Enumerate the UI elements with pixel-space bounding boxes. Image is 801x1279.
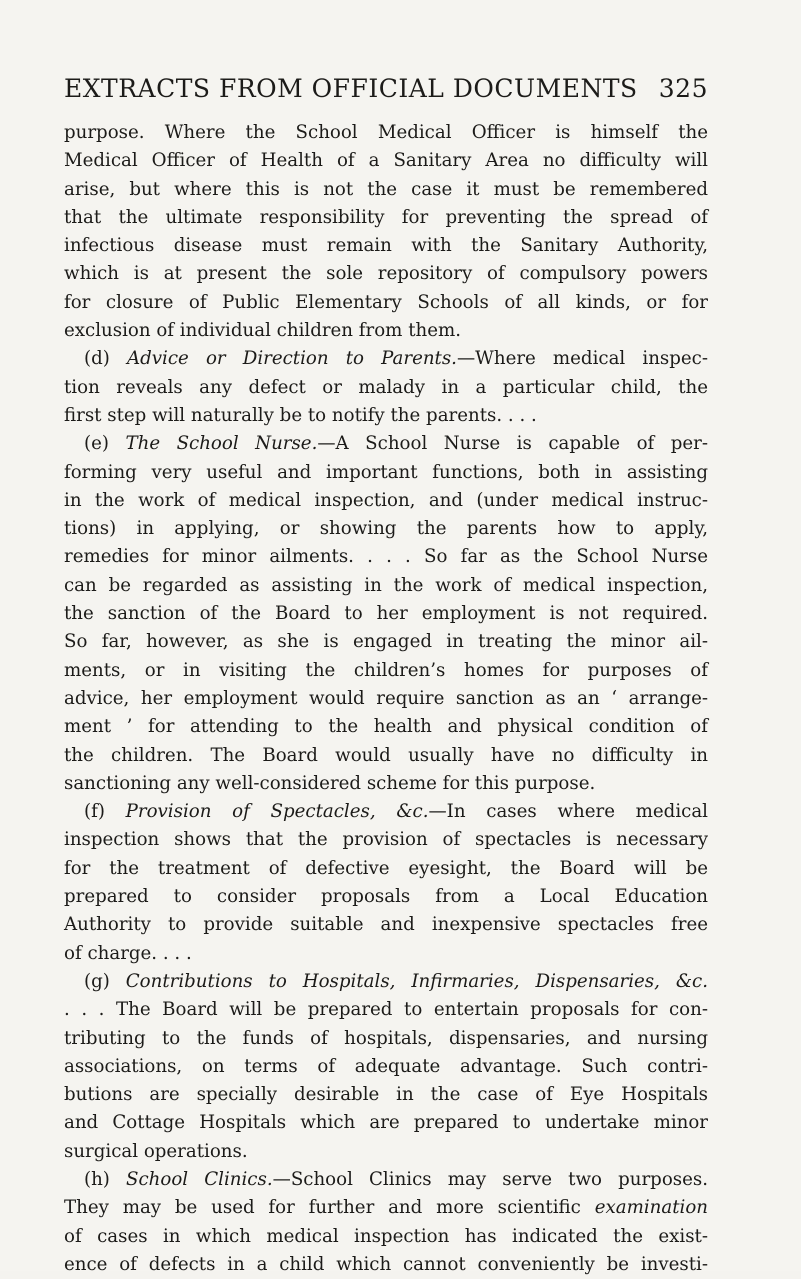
page-number: 325	[658, 74, 708, 103]
section-letter: (f)	[84, 801, 126, 823]
text-line: surgical operations.	[64, 1140, 248, 1162]
text-line: They may be used for further and more scientific examination	[64, 1197, 708, 1219]
text-line: ments, or in visiting the children’s homes for purposes of	[64, 659, 708, 681]
section-lead-text: —School Clinics may serve two purposes.	[272, 1168, 708, 1190]
section-lead-text: —Where medical inspec-	[456, 348, 708, 370]
text-line: ment ’ for attending to the health and physical condition of	[64, 716, 708, 738]
section-lead-text: —A School Nurse is capable of per-	[317, 433, 708, 455]
text-line: can be regarded as assisting in the work of medical inspection,	[64, 574, 708, 596]
section-letter: (d)	[84, 348, 127, 370]
section-letter: (e)	[84, 433, 126, 455]
text-line: butions are specially desirable in the case of Eye Hospitals	[64, 1084, 708, 1106]
text-line: prepared to consider proposals from a Local Education	[64, 886, 708, 908]
text-line: inspection shows that the provision of spectacles is necessary	[64, 829, 708, 851]
text-line: tions) in applying, or showing the parents how to apply,	[64, 518, 708, 540]
text-line: infectious disease must remain with the Sanitary Authority,	[64, 235, 708, 257]
text-line: of charge. . . .	[64, 942, 192, 964]
text-line: exclusion of individual children from them.	[64, 320, 462, 342]
text-line: advice, her employment would require sanction as an ‘ arrange-	[64, 687, 708, 709]
text-line: which is at present the sole repository of compulsory powers	[64, 263, 708, 285]
section-title: Contributions to Hospitals, Infirmaries, Dispensaries, &c.	[125, 970, 708, 992]
body-text	[64, 119, 708, 1279]
text-line: forming very useful and important functions, both in assisting	[64, 461, 708, 483]
emphasis-examination: examination	[594, 1197, 708, 1219]
text-line: purpose. Where the School Medical Officer is himself the	[64, 122, 708, 143]
section-title: The School Nurse.	[125, 433, 318, 455]
section-lead-text: —In cases where medical	[428, 801, 708, 823]
section-title: School Clinics.	[126, 1168, 273, 1190]
text-line: ence of defects in a child which cannot conveniently be investi-	[64, 1253, 708, 1275]
text-line: and Cottage Hospitals which are prepared to undertake minor	[64, 1112, 708, 1134]
text-line: So far, however, as she is engaged in treating the minor ail-	[64, 631, 708, 653]
section-heading-line	[64, 430, 708, 458]
text-line: remedies for minor ailments. . . . So far as the School Nurse	[64, 546, 708, 568]
section-title: Provision of Spectacles, &c.	[125, 801, 429, 823]
section-title: Advice or Direction to Parents.	[126, 348, 457, 370]
text-line: of cases in which medical inspection has indicated the exist-	[64, 1225, 708, 1247]
text-line: the children. The Board would usually have no difficulty in	[64, 744, 708, 766]
running-title: EXTRACTS FROM OFFICIAL DOCUMENTS	[64, 74, 638, 103]
text-line: . . . The Board will be prepared to entertain proposals for con-	[64, 999, 708, 1021]
text-line: arise, but where this is not the case it must be remembered	[64, 178, 708, 200]
text-line: sanctioning any well-considered scheme for this purpose.	[64, 772, 596, 794]
section-heading-line	[64, 1166, 708, 1194]
text-line: Medical Officer of Health of a Sanitary Area no difficulty will	[64, 150, 708, 172]
text-line: for closure of Public Elementary Schools of all kinds, or for	[64, 291, 708, 313]
section-heading-line	[64, 345, 708, 373]
section-heading-line	[64, 798, 708, 826]
running-head	[64, 71, 708, 107]
section-heading-line	[64, 968, 708, 996]
text-line: tributing to the funds of hospitals, dispensaries, and nursing	[64, 1027, 708, 1049]
text-line: first step will naturally be to notify the parents. . . .	[64, 404, 537, 426]
text-line: that the ultimate responsibility for preventing the spread of	[64, 206, 708, 228]
section-letter: (h)	[84, 1168, 127, 1190]
text-line: in the work of medical inspection, and (under medical instruc-	[64, 489, 708, 511]
text-line: Authority to provide suitable and inexpensive spectacles free	[64, 914, 708, 936]
text-line: associations, on terms of adequate advantage. Such contri-	[64, 1055, 708, 1077]
section-letter: (g)	[84, 970, 126, 992]
text-line: the sanction of the Board to her employment is not required.	[64, 603, 708, 625]
text-line: tion reveals any defect or malady in a particular child, the	[64, 376, 708, 398]
text-line: for the treatment of defective eyesight, the Board will be	[64, 857, 708, 879]
